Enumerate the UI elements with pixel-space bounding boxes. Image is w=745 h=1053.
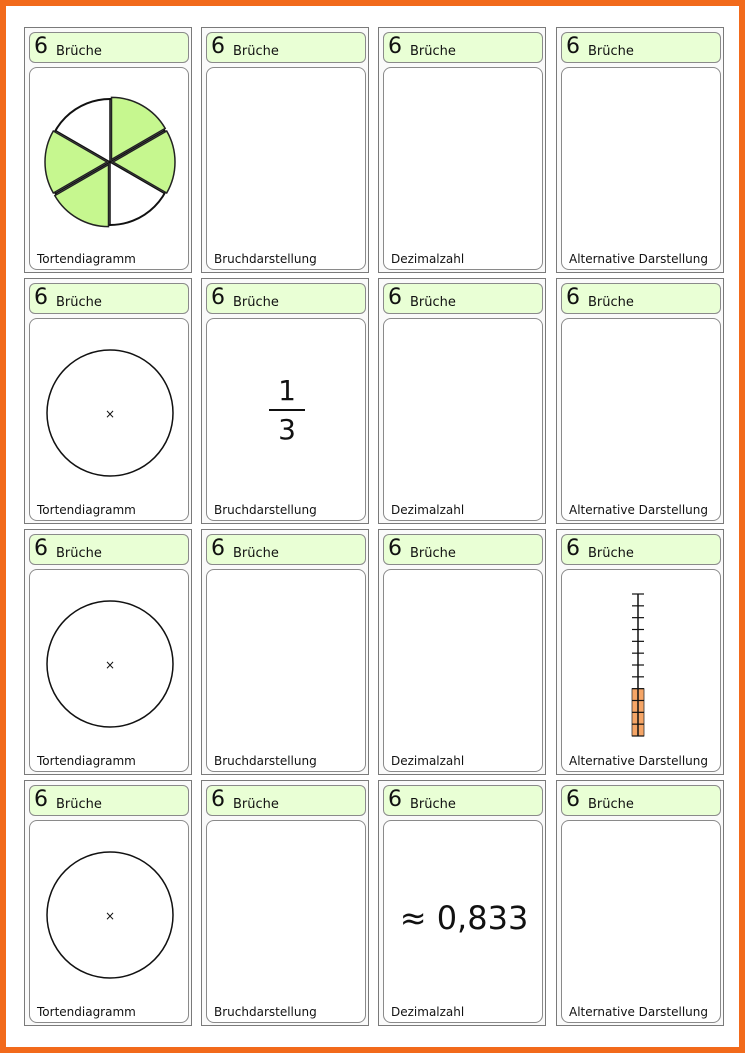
center-mark: × <box>104 658 116 672</box>
card-number: 6 <box>34 34 48 59</box>
card-body <box>561 569 721 772</box>
card-label: Alternative Darstellung <box>569 252 709 266</box>
fraction <box>207 374 367 447</box>
card-body <box>561 318 721 521</box>
card-body <box>383 318 543 521</box>
card-topic: Brüche <box>588 44 634 59</box>
card-number: 6 <box>388 787 402 812</box>
card-body <box>206 318 366 521</box>
fraction-denominator: 3 <box>278 413 296 446</box>
card-header <box>561 785 721 816</box>
card <box>24 780 192 1026</box>
card-body <box>206 569 366 772</box>
center-mark: × <box>104 407 116 421</box>
card-header <box>561 534 721 565</box>
card-topic: Brüche <box>588 546 634 561</box>
card <box>201 529 369 775</box>
card-number: 6 <box>566 787 580 812</box>
card-number: 6 <box>34 787 48 812</box>
card-topic: Brüche <box>233 44 279 59</box>
card-body <box>206 67 366 270</box>
card <box>378 27 546 273</box>
empty-pie-circle <box>44 598 176 730</box>
pie-chart <box>44 96 176 228</box>
card-header <box>206 534 366 565</box>
fraction-bar-strip <box>622 592 662 738</box>
card-header <box>206 785 366 816</box>
card <box>556 27 724 273</box>
card-label: Tortendiagramm <box>37 754 136 768</box>
card-label: Alternative Darstellung <box>569 1005 709 1019</box>
card <box>378 278 546 524</box>
card-topic: Brüche <box>588 797 634 812</box>
card-number: 6 <box>211 34 225 59</box>
card-label: Tortendiagramm <box>37 252 136 266</box>
card <box>378 529 546 775</box>
card-topic: Brüche <box>410 295 456 310</box>
card-body <box>29 820 189 1023</box>
card-number: 6 <box>211 285 225 310</box>
fraction-bar <box>269 409 305 411</box>
card-number: 6 <box>211 787 225 812</box>
card-header <box>561 283 721 314</box>
card-label: Dezimalzahl <box>391 252 465 266</box>
card-body <box>383 820 543 1023</box>
card-label: Bruchdarstellung <box>214 503 317 517</box>
empty-pie-circle <box>44 347 176 479</box>
card-body <box>29 67 189 270</box>
card-header <box>29 534 189 565</box>
card-label: Dezimalzahl <box>391 1005 465 1019</box>
card-number: 6 <box>566 536 580 561</box>
card-header <box>29 283 189 314</box>
card <box>201 27 369 273</box>
card-label: Bruchdarstellung <box>214 252 317 266</box>
card-topic: Brüche <box>233 546 279 561</box>
fraction-numerator: 1 <box>278 374 296 407</box>
center-mark: × <box>104 909 116 923</box>
card-body <box>383 569 543 772</box>
card-body <box>29 318 189 521</box>
card-topic: Brüche <box>410 797 456 812</box>
card <box>201 780 369 1026</box>
card <box>378 780 546 1026</box>
card-label: Alternative Darstellung <box>569 754 709 768</box>
card-topic: Brüche <box>233 797 279 812</box>
card-label: Tortendiagramm <box>37 503 136 517</box>
card-topic: Brüche <box>56 44 102 59</box>
card-number: 6 <box>566 285 580 310</box>
card <box>556 278 724 524</box>
card-number: 6 <box>388 285 402 310</box>
card-number: 6 <box>566 34 580 59</box>
card-body <box>561 67 721 270</box>
card-label: Bruchdarstellung <box>214 1005 317 1019</box>
card-header <box>206 283 366 314</box>
card <box>201 278 369 524</box>
card <box>24 27 192 273</box>
card-label: Alternative Darstellung <box>569 503 709 517</box>
card-label: Tortendiagramm <box>37 1005 136 1019</box>
card-topic: Brüche <box>410 546 456 561</box>
card-header <box>561 32 721 63</box>
card-header <box>383 32 543 63</box>
card-body <box>29 569 189 772</box>
card <box>24 529 192 775</box>
card-label: Dezimalzahl <box>391 503 465 517</box>
card-header <box>206 32 366 63</box>
card-number: 6 <box>34 285 48 310</box>
card-topic: Brüche <box>56 295 102 310</box>
card-body <box>561 820 721 1023</box>
card-header <box>29 785 189 816</box>
card-header <box>383 534 543 565</box>
empty-pie-circle <box>44 849 176 981</box>
card-number: 6 <box>388 536 402 561</box>
card-header <box>383 283 543 314</box>
card-topic: Brüche <box>410 44 456 59</box>
card-label: Bruchdarstellung <box>214 754 317 768</box>
card-number: 6 <box>388 34 402 59</box>
card <box>24 278 192 524</box>
card <box>556 529 724 775</box>
card-body <box>206 820 366 1023</box>
card <box>556 780 724 1026</box>
card-number: 6 <box>211 536 225 561</box>
card-number: 6 <box>34 536 48 561</box>
card-topic: Brüche <box>233 295 279 310</box>
card-label: Dezimalzahl <box>391 754 465 768</box>
card-topic: Brüche <box>588 295 634 310</box>
decimal-value: ≈ 0,833 <box>399 899 529 937</box>
card-topic: Brüche <box>56 797 102 812</box>
card-header <box>29 32 189 63</box>
card-topic: Brüche <box>56 546 102 561</box>
card-header <box>383 785 543 816</box>
card-body <box>383 67 543 270</box>
